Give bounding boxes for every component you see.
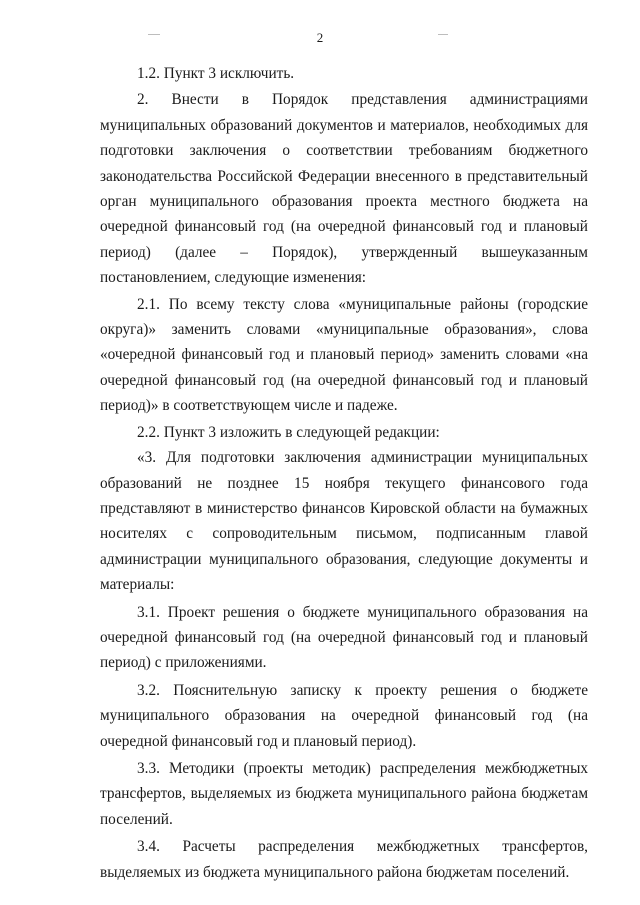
page-number: 2	[316, 30, 324, 45]
paragraph-3-3: 3.3. Методики (проекты методик) распределения межбюджетных трансфертов, выделяемых из бюджета муниципального района бюджетам поселений.	[100, 759, 588, 828]
paragraph-3-1: 3.1. Проект решения о бюджете муниципального образования на очередной финансовый год (на очередной финансовый год и плановый период) с приложениями.	[100, 603, 588, 672]
paragraph-1-2: 1.2. Пункт 3 исключить.	[137, 65, 295, 82]
paragraph-quote-3: «3. Для подготовки заключения администрации муниципальных образований не позднее 15 ноября текущего финансового года представляют в министерство финансов Кировской области на бумажных носителях с сопроводительным письмом, подписанным главой администрации муниципального образования, следующие документы и материалы:	[100, 449, 588, 594]
paragraph-2-2: 2.2. Пункт 3 изложить в следующей редакции:	[137, 423, 440, 441]
paragraph-3-4: 3.4. Расчеты распределения межбюджетных трансфертов, выделяемых из бюджета муниципального района бюджетам поселений.	[100, 838, 588, 881]
paragraph-2-1: 2.1. По всему тексту слова «муниципальные районы (городские округа)» заменить словами «муниципальные образования», слова «очередной финансовый год и плановый период» заменить словами «на очередной финансовый год (на очередной финансовый год и плановый период)» в соответствующем числе и падеже.	[100, 295, 588, 415]
paragraph-2: 2. Внести в Порядок представления администрациями муниципальных образований документов и материалов, необходимых для подготовки заключения о соответствии требованиям бюджетного законодательства Российской Федерации внесенного в представительный орган муниципального образования проекта местного бюджета на очередной финансовый год (на очередной финансовый год и плановый период) (далее – Порядок), утвержденный вышеуказанным постановлением, следующие изменения:	[100, 91, 588, 287]
paragraph-3-2: 3.2. Пояснительную записку к проекту решения о бюджете муниципального образования на очередной финансовый год (на очередной финансовый год и плановый период).	[100, 681, 588, 750]
document-body	[100, 61, 588, 885]
